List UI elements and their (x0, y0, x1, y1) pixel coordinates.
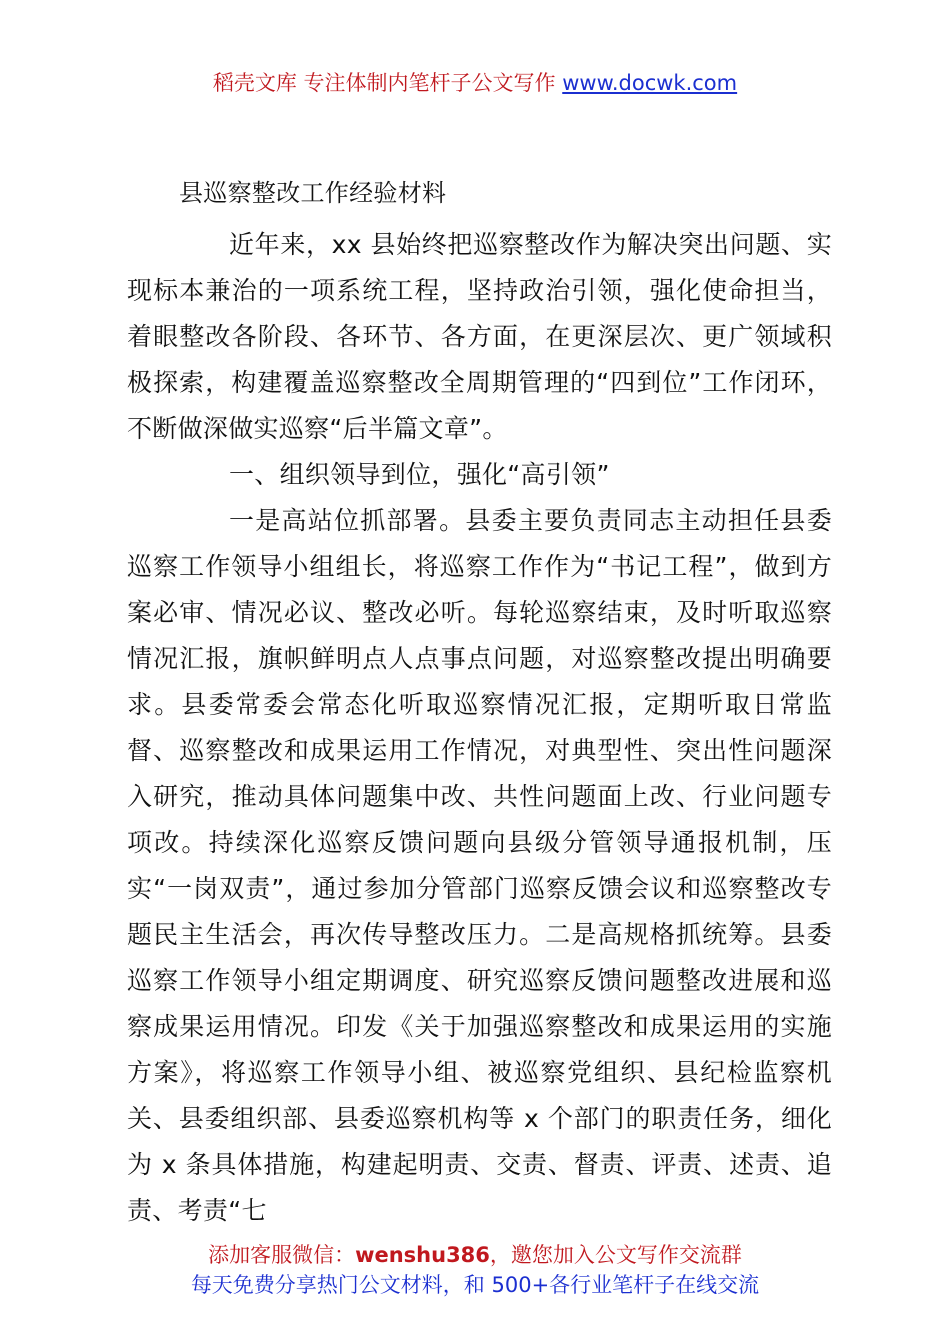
footer-wechat-id: wenshu386 (355, 1243, 490, 1267)
body-paragraph: 一是高站位抓部署。县委主要负责同志主动担任县委巡察工作领导小组组长，将巡察工作作为“书记工程”，做到方案必审、情况必议、整改必听。每轮巡察结束，及时听取巡察情况汇报，旗帜鲜明点人点事点问题，对巡察整改提出明确要求。县委常委会常态化听取巡察情况汇报，定期听取日常监督、巡察整改和成果运用工作情况，对典型性、突出性问题深入研究，推动具体问题集中改、共性问题面上改、行业问题专项改。持续深化巡察反馈问题向县级分管领导通报机制，压实“一岗双责”，通过参加分管部门巡察反馈会议和巡察整改专题民主生活会，再次传导整改压力。二是高规格抓统筹。县委巡察工作领导小组定期调度、研究巡察反馈问题整改进展和巡察成果运用情况。印发《关于加强巡察整改和成果运用的实施方案》，将巡察工作领导小组、被巡察党组织、县纪检监察机关、县委组织部、县委巡察机构等 x 个部门的职责任务，细化为 x 条具体措施，构建起明责、交责、督责、评责、述责、追责、考责“七 (127, 506, 832, 1225)
footer-contact-line (0, 1240, 950, 1270)
section-heading: 一、组织领导到位，强化“高引领” (229, 460, 610, 489)
footer-contact-suffix: ，邀您加入公文写作交流群 (489, 1243, 742, 1267)
header-brand-text: 稻壳文库 专注体制内笔杆子公文写作 (212, 71, 556, 95)
intro-paragraph: 近年来，xx 县始终把巡察整改作为解决突出问题、实现标本兼治的一项系统工程，坚持政治引领，强化使命担当，着眼整改各阶段、各环节、各方面，在更深层次、更广领域积极探索，构建覆盖巡察整改全周期管理的“四到位”工作闭环，不断做深做实巡察“后半篇文章”。 (127, 230, 832, 443)
page-header (0, 68, 950, 98)
header-website-link[interactable]: www.docwk.com (562, 71, 738, 95)
document-body (127, 170, 832, 1234)
footer-promo-line: 每天免费分享热门公文材料，和 500+各行业笔杆子在线交流 (190, 1273, 760, 1297)
footer-contact-prefix: 添加客服微信： (208, 1243, 356, 1267)
page-footer (0, 1240, 950, 1300)
document-title: 县巡察整改工作经验材料 (179, 179, 447, 207)
